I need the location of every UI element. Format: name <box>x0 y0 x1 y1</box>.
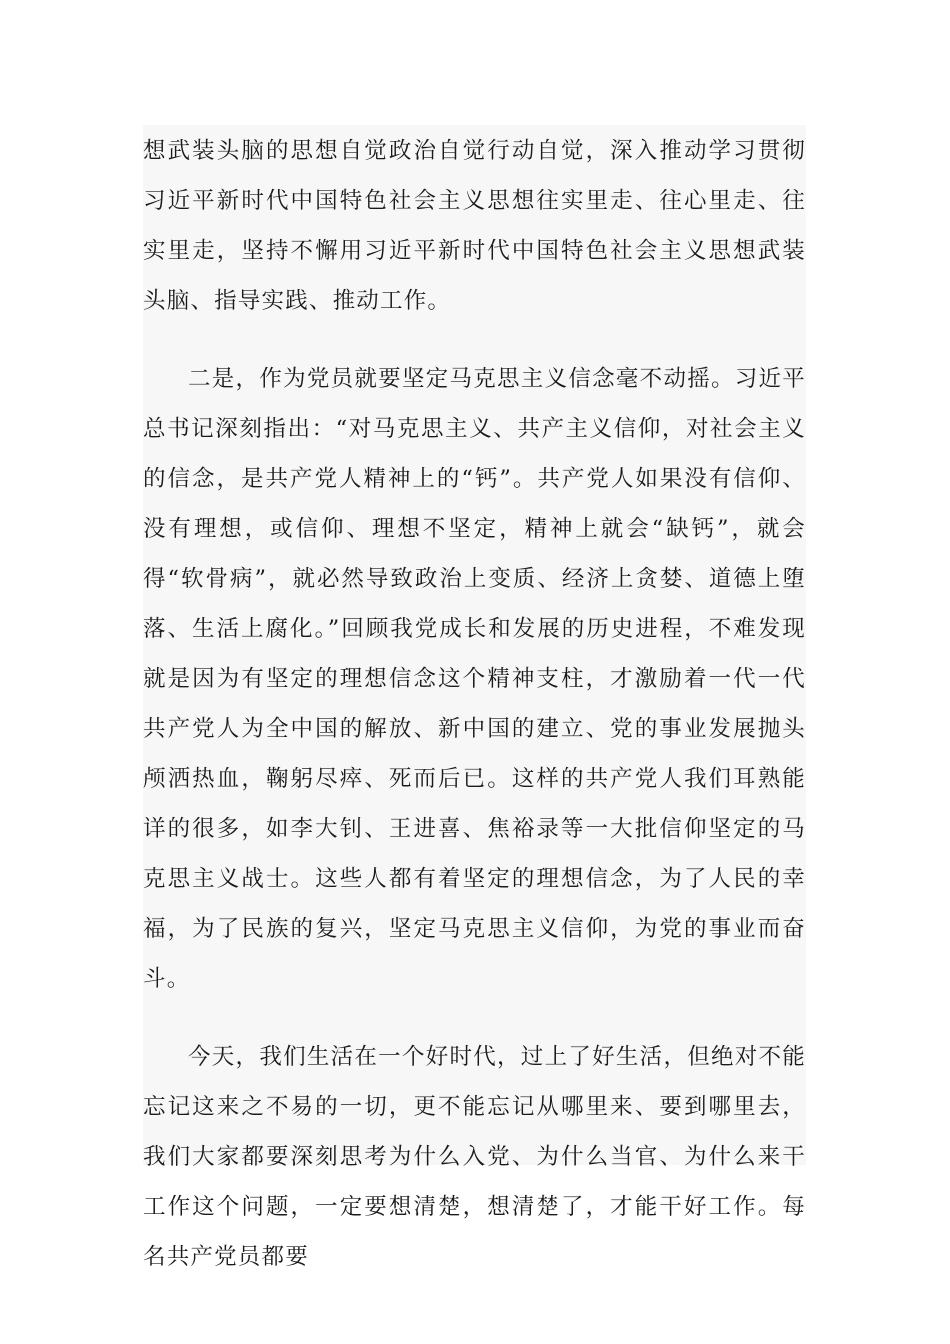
document-body <box>143 125 806 1270</box>
paragraph-2: 二是，作为党员就要坚定马克思主义信念毫不动摇。习近平总书记深刻指出：“对马克思主义、共产主义信仰，对社会主义的信念，是共产党人精神上的“钙”。共产党人如果没有信仰、没有理想，或信仰、理想不坚定，精神上就会“缺钙”，就会得“软骨病”，就必然导致政治上变质、经济上贪婪、道德上堕落、生活上腐化。”回顾我党成长和发展的历史进程，不难发现就是因为有坚定的理想信念这个精神支柱，才激励着一代一代共产党人为全中国的解放、新中国的建立、党的事业发展抛头颅洒热血，鞠躬尽瘁、死而后已。这样的共产党人我们耳熟能详的很多，如李大钊、王进喜、焦裕录等一大批信仰坚定的马克思主义战士。这些人都有着坚定的理想信念，为了人民的幸福，为了民族的复兴，坚定马克思主义信仰，为党的事业而奋斗。 <box>143 366 806 992</box>
paragraph-gap <box>143 1004 806 1032</box>
paragraph-1: 想武装头脑的思想自觉政治自觉行动自觉，深入推动学习贯彻习近平新时代中国特色社会主义思想往实里走、往心里走、往实里走，坚持不懈用习近平新时代中国特色社会主义思想武装头脑、指导实践、推动工作。 <box>143 138 806 314</box>
paragraph-3: 今天，我们生活在一个好时代，过上了好生活，但绝对不能忘记这来之不易的一切，更不能忘记从哪里来、要到哪里去，我们大家都要深刻思考为什么入党、为什么当官、为什么来干工作这个问题，一定要想清楚，想清楚了，才能干好工作。每名共产党员都要 <box>143 1044 806 1270</box>
paragraph-gap <box>143 326 806 354</box>
